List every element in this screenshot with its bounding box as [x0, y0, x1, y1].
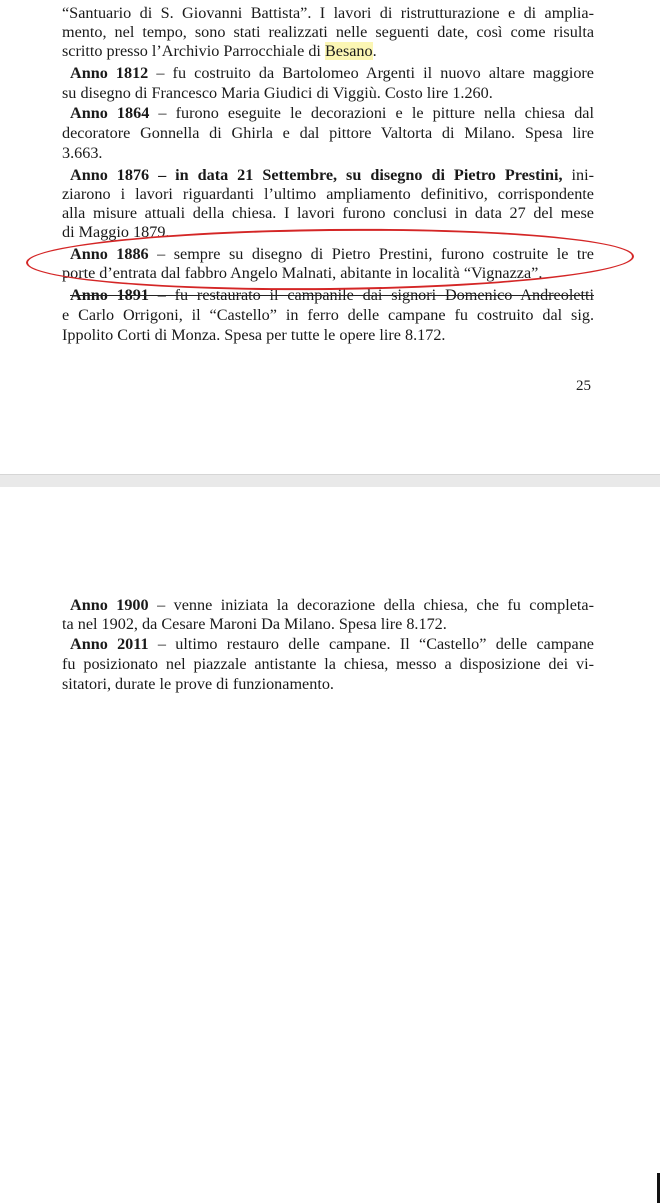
text-span: sitatori, durate le prove di funzionamento. [62, 675, 334, 693]
text-line [70, 64, 594, 83]
text-span: “Santuario di S. Giovanni Battista”. I lavori di ristrutturazione e di amplia- [62, 4, 594, 22]
year-heading: Anno 1876 – in data 21 Settembre, su disegno di Pietro Prestini, [70, 166, 563, 184]
text-span: di Maggio 1879. [62, 223, 170, 241]
text-line [62, 84, 594, 103]
text-span: – venne iniziata la decorazione della chiesa, che fu completa- [148, 596, 594, 614]
text-span: . [372, 42, 377, 60]
text-span: ta nel 1902, da Cesare Maroni Da Milano. Spesa lire 8.172. [62, 615, 447, 633]
text-line [62, 306, 594, 325]
text-span: ziarono i lavori riguardanti l’ultimo ampliamento definitivo, corrispondente [62, 185, 594, 203]
text-span: – sempre su disegno di Pietro Prestini, furono costruite le tre [148, 245, 594, 263]
text-line [62, 264, 594, 283]
text-span: alla misure attuali della chiesa. I lavori furono conclusi in data 27 del mese [62, 204, 594, 222]
text-line [62, 204, 594, 223]
text-span: e Carlo Orrigoni, il “Castello” in ferro delle campane fu costruito dal sig. [62, 306, 594, 324]
text-line [70, 635, 594, 654]
text-line [70, 104, 594, 123]
text-span: – fu restaurato il campanile dai signori Domenico Andreoletti [148, 286, 594, 304]
year-heading: Anno 1864 [70, 104, 150, 122]
text-line [70, 245, 594, 264]
text-span: porte d’entrata dal fabbro Angelo Malnati, abitante in località “Vignazza”. [62, 264, 543, 282]
highlighted-word: Besano [324, 42, 373, 60]
text-line [62, 185, 594, 204]
year-heading: Anno 1900 [70, 596, 149, 614]
text-span: – furono eseguite le decorazioni e le pitture nella chiesa dal [149, 104, 594, 122]
text-span: – ultimo restauro delle campane. Il “Castello” delle campane [148, 635, 594, 653]
text-line [62, 144, 594, 163]
text-line [62, 23, 594, 42]
text-span: decoratore Gonnella di Ghirla e dal pittore Valtorta di Milano. Spesa lire [62, 124, 594, 142]
text-line [62, 124, 594, 143]
year-heading: Anno 2011 [70, 635, 149, 653]
year-heading: Anno 1891 [70, 286, 149, 304]
text-line [70, 166, 594, 185]
page-number: 25 [576, 378, 591, 394]
text-line [62, 675, 594, 694]
text-line [70, 596, 594, 615]
text-line [62, 655, 594, 674]
text-span: ini- [562, 166, 594, 184]
text-line [62, 4, 594, 23]
document-page-bottom [0, 487, 660, 716]
text-span: Ippolito Corti di Monza. Spesa per tutte le opere lire 8.172. [62, 326, 446, 344]
text-line [70, 286, 594, 305]
text-span: su disegno di Francesco Maria Giudici di Viggiù. Costo lire 1.260. [62, 84, 493, 102]
text-line [62, 223, 594, 242]
year-heading: Anno 1886 [70, 245, 149, 263]
text-span: fu posizionato nel piazzale antistante la chiesa, messo a disposizione dei vi- [62, 655, 594, 673]
page-separator [0, 474, 660, 488]
text-line [62, 326, 594, 345]
text-line [62, 615, 594, 634]
text-span: – fu costruito da Bartolomeo Argenti il nuovo altare maggiore [148, 64, 594, 82]
text-span: mento, nel tempo, sono stati realizzati nelle seguenti date, così come risulta [62, 23, 594, 41]
text-span: scritto presso l’Archivio Parrocchiale di [62, 42, 325, 60]
text-span: 3.663. [62, 144, 103, 162]
year-heading: Anno 1812 [70, 64, 149, 82]
text-line [62, 42, 594, 61]
document-page-top [0, 0, 660, 474]
